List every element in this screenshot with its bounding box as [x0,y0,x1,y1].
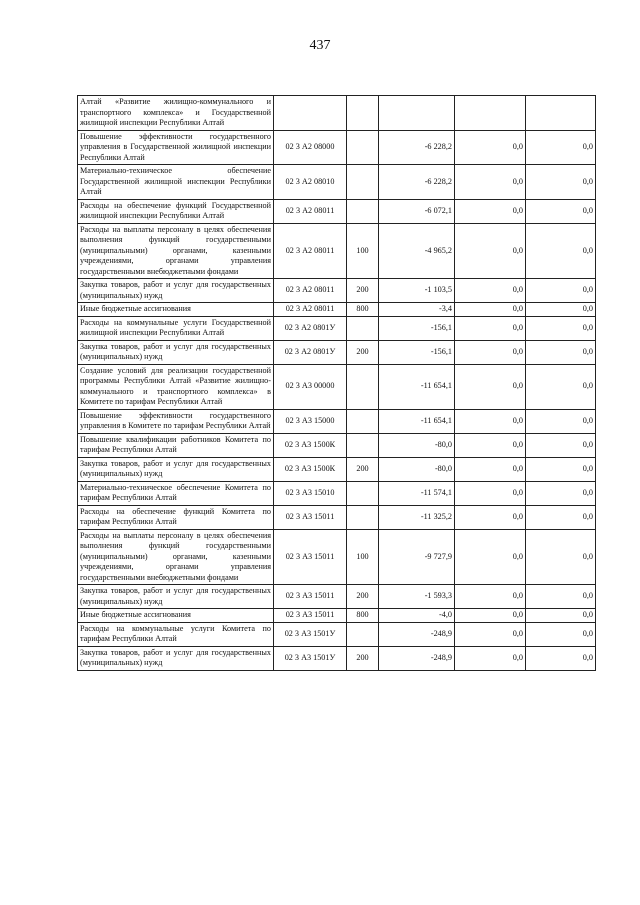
amount-cell-3: 0,0 [526,457,596,481]
table-row [78,585,596,609]
expense-name-cell: Алтай «Развитие жилищно-коммунального и транспортного комплекса» и Государственной жилищной инспекции Республики Алтай [78,96,274,131]
table-row [78,364,596,409]
target-article-code-cell: 02 3 А2 08010 [274,165,347,200]
expense-name-cell: Материально-техническое обеспечение Комитета по тарифам Республики Алтай [78,481,274,505]
expense-name-cell: Материально-техническое обеспечение Государственной жилищной инспекции Республики Алтай [78,165,274,200]
amount-cell-2: 0,0 [455,646,526,670]
target-article-code-cell: 02 3 А3 15011 [274,609,347,623]
expense-type-cell [347,130,379,165]
target-article-code-cell: 02 3 А3 1500К [274,433,347,457]
expense-type-cell: 800 [347,609,379,623]
target-article-code-cell: 02 3 А3 1501У [274,622,347,646]
amount-cell-3 [526,96,596,131]
amount-cell-3: 0,0 [526,199,596,223]
target-article-code-cell: 02 3 А2 08000 [274,130,347,165]
amount-cell-3: 0,0 [526,609,596,623]
table-row [78,457,596,481]
amount-cell-1: -11 654,1 [379,409,455,433]
target-article-code-cell: 02 3 А2 0801У [274,340,347,364]
expense-type-cell: 200 [347,340,379,364]
amount-cell-1: -6 228,2 [379,130,455,165]
amount-cell-2: 0,0 [455,481,526,505]
target-article-code-cell: 02 3 А2 08011 [274,223,347,279]
amount-cell-3: 0,0 [526,481,596,505]
expense-name-cell: Закупка товаров, работ и услуг для государственных (муниципальных) нужд [78,585,274,609]
amount-cell-2: 0,0 [455,199,526,223]
target-article-code-cell: 02 3 А3 15011 [274,585,347,609]
target-article-code-cell [274,96,347,131]
amount-cell-3: 0,0 [526,223,596,279]
amount-cell-3: 0,0 [526,646,596,670]
expense-name-cell: Расходы на обеспечение функций Комитета по тарифам Республики Алтай [78,505,274,529]
table-row [78,130,596,165]
expense-type-cell [347,316,379,340]
target-article-code-cell: 02 3 А3 15011 [274,505,347,529]
amount-cell-3: 0,0 [526,303,596,317]
expense-name-cell: Расходы на коммунальные услуги Комитета по тарифам Республики Алтай [78,622,274,646]
amount-cell-2: 0,0 [455,303,526,317]
expense-type-cell: 200 [347,279,379,303]
target-article-code-cell: 02 3 А2 08011 [274,303,347,317]
expense-type-cell: 100 [347,529,379,585]
amount-cell-2: 0,0 [455,364,526,409]
target-article-code-cell: 02 3 А3 00000 [274,364,347,409]
expense-type-cell: 800 [347,303,379,317]
expense-type-cell [347,96,379,131]
expense-type-cell: 200 [347,457,379,481]
amount-cell-2: 0,0 [455,529,526,585]
amount-cell-2: 0,0 [455,340,526,364]
target-article-code-cell: 02 3 А3 15011 [274,529,347,585]
table-row [78,622,596,646]
table-row [78,609,596,623]
expense-name-cell: Закупка товаров, работ и услуг для государственных (муниципальных) нужд [78,646,274,670]
amount-cell-3: 0,0 [526,364,596,409]
table-row [78,529,596,585]
expense-type-cell [347,199,379,223]
amount-cell-3: 0,0 [526,409,596,433]
table-row [78,165,596,200]
table-row [78,505,596,529]
amount-cell-3: 0,0 [526,622,596,646]
amount-cell-3: 0,0 [526,433,596,457]
amount-cell-1: -6 072,1 [379,199,455,223]
amount-cell-3: 0,0 [526,165,596,200]
amount-cell-2 [455,96,526,131]
amount-cell-1: -248,9 [379,622,455,646]
amount-cell-2: 0,0 [455,505,526,529]
amount-cell-1: -1 593,3 [379,585,455,609]
amount-cell-1: -11 574,1 [379,481,455,505]
expense-type-cell [347,433,379,457]
expense-type-cell: 200 [347,646,379,670]
amount-cell-1: -6 228,2 [379,165,455,200]
expense-type-cell: 200 [347,585,379,609]
expense-name-cell: Закупка товаров, работ и услуг для государственных (муниципальных) нужд [78,457,274,481]
expense-name-cell: Расходы на выплаты персоналу в целях обеспечения выполнения функций государственными (муниципальными) органами, казенными учреждениями, органами управления государственными внебюджетными фондами [78,223,274,279]
expense-type-cell [347,481,379,505]
amount-cell-2: 0,0 [455,585,526,609]
amount-cell-2: 0,0 [455,223,526,279]
amount-cell-1: -156,1 [379,316,455,340]
amount-cell-2: 0,0 [455,279,526,303]
amount-cell-2: 0,0 [455,409,526,433]
expense-name-cell: Иные бюджетные ассигнования [78,303,274,317]
target-article-code-cell: 02 3 А2 0801У [274,316,347,340]
expense-name-cell: Расходы на коммунальные услуги Государственной жилищной инспекции Республики Алтай [78,316,274,340]
amount-cell-1: -80,0 [379,457,455,481]
amount-cell-3: 0,0 [526,130,596,165]
expense-type-cell [347,409,379,433]
target-article-code-cell: 02 3 А3 1501У [274,646,347,670]
target-article-code-cell: 02 3 А2 08011 [274,279,347,303]
amount-cell-1: -4,0 [379,609,455,623]
amount-cell-2: 0,0 [455,316,526,340]
expense-name-cell: Иные бюджетные ассигнования [78,609,274,623]
amount-cell-3: 0,0 [526,316,596,340]
expense-type-cell [347,165,379,200]
page-number: 437 [309,38,331,53]
table-row [78,303,596,317]
expense-name-cell: Повышение эффективности государственного управления в Государственной жилищной инспекции Республики Алтай [78,130,274,165]
table-row [78,481,596,505]
amount-cell-1: -80,0 [379,433,455,457]
expense-name-cell: Закупка товаров, работ и услуг для государственных (муниципальных) нужд [78,340,274,364]
target-article-code-cell: 02 3 А2 08011 [274,199,347,223]
expense-type-cell: 100 [347,223,379,279]
expense-name-cell: Закупка товаров, работ и услуг для государственных (муниципальных) нужд [78,279,274,303]
table-row [78,279,596,303]
table-row [78,433,596,457]
amount-cell-2: 0,0 [455,609,526,623]
target-article-code-cell: 02 3 А3 1500К [274,457,347,481]
expense-type-cell [347,505,379,529]
table-row [78,199,596,223]
table-row [78,316,596,340]
expense-name-cell: Повышение эффективности государственного управления в Комитете по тарифам Республики Алтай [78,409,274,433]
amount-cell-1: -248,9 [379,646,455,670]
budget-table [77,95,596,671]
expense-name-cell: Расходы на обеспечение функций Государственной жилищной инспекции Республики Алтай [78,199,274,223]
table-row [78,646,596,670]
amount-cell-1: -4 965,2 [379,223,455,279]
budget-table-body [78,96,596,671]
amount-cell-1: -11 325,2 [379,505,455,529]
target-article-code-cell: 02 3 А3 15000 [274,409,347,433]
amount-cell-1: -1 103,5 [379,279,455,303]
expense-name-cell: Повышение квалификации работников Комитета по тарифам Республики Алтай [78,433,274,457]
amount-cell-1: -3,4 [379,303,455,317]
table-row [78,409,596,433]
amount-cell-2: 0,0 [455,433,526,457]
amount-cell-2: 0,0 [455,165,526,200]
amount-cell-2: 0,0 [455,130,526,165]
amount-cell-3: 0,0 [526,279,596,303]
amount-cell-1: -156,1 [379,340,455,364]
amount-cell-3: 0,0 [526,340,596,364]
amount-cell-1 [379,96,455,131]
expense-type-cell [347,364,379,409]
table-row [78,340,596,364]
amount-cell-3: 0,0 [526,529,596,585]
amount-cell-1: -9 727,9 [379,529,455,585]
amount-cell-1: -11 654,1 [379,364,455,409]
amount-cell-2: 0,0 [455,457,526,481]
target-article-code-cell: 02 3 А3 15010 [274,481,347,505]
amount-cell-3: 0,0 [526,505,596,529]
table-row [78,96,596,131]
amount-cell-3: 0,0 [526,585,596,609]
table-row [78,223,596,279]
expense-name-cell: Расходы на выплаты персоналу в целях обеспечения выполнения функций государственными (муниципальными) органами, казенными учреждениями, органами управления государственными внебюджетными фондами [78,529,274,585]
amount-cell-2: 0,0 [455,622,526,646]
expense-type-cell [347,622,379,646]
expense-name-cell: Создание условий для реализации государственной программы Республики Алтай «Развитие жилищно-коммунального и транспортного комплекса» в Комитете по тарифам Республики Алтай [78,364,274,409]
